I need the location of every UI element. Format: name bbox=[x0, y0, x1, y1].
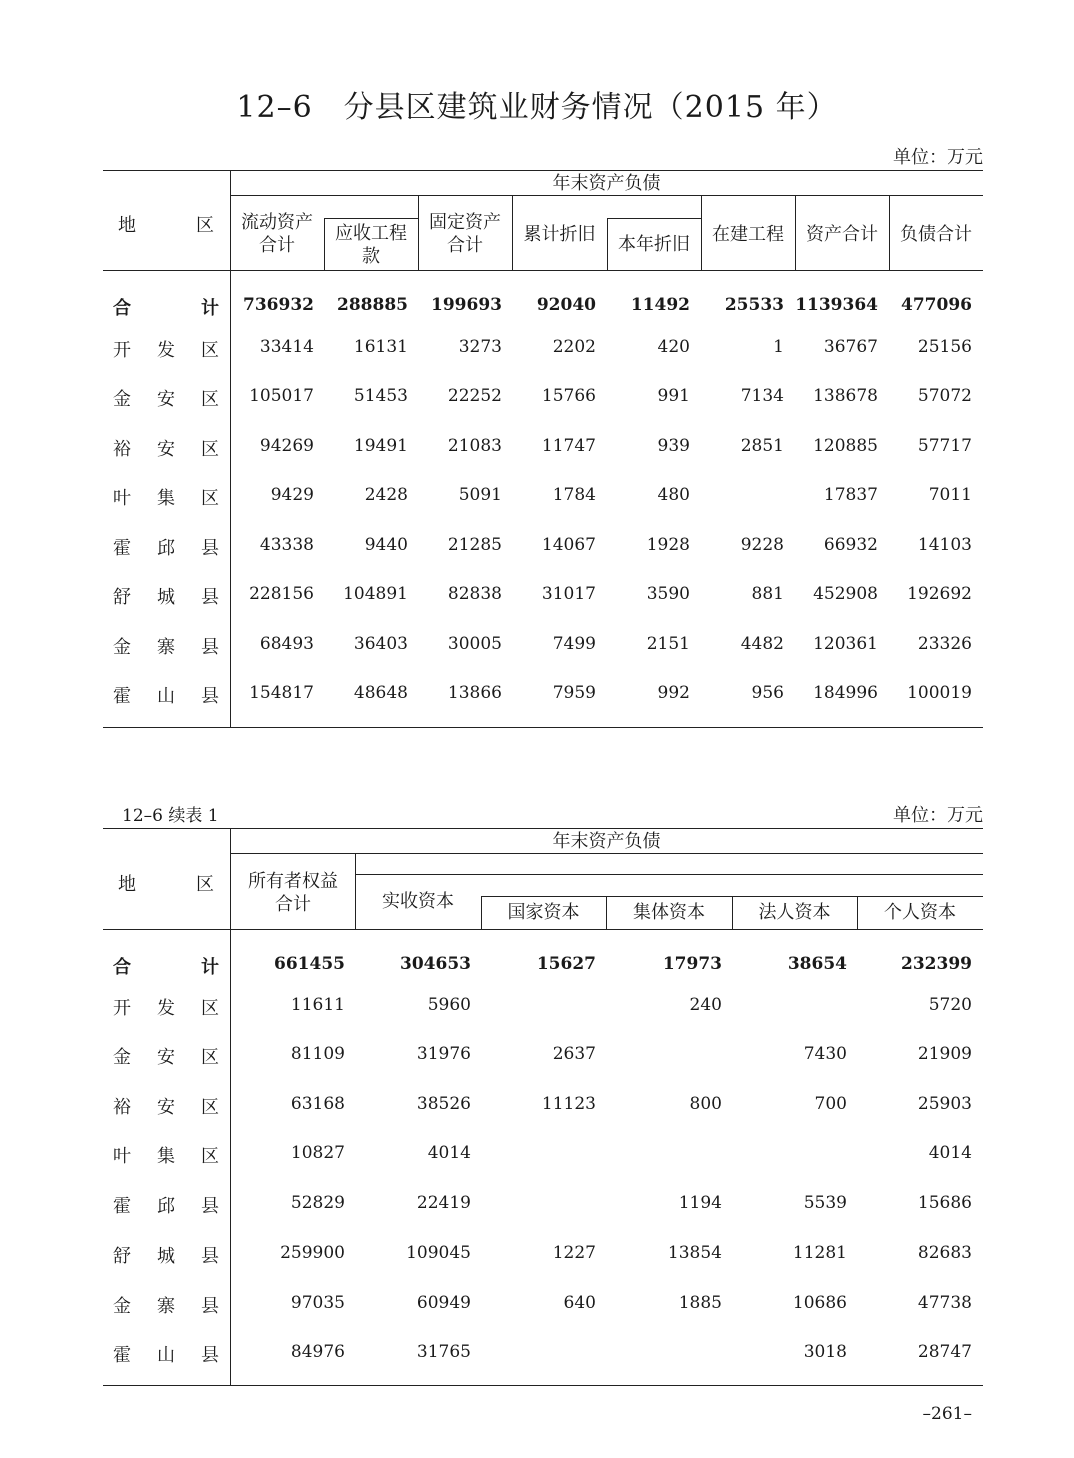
region-char: 发 bbox=[157, 340, 175, 361]
table-cell: 184996 bbox=[813, 683, 878, 703]
col-header-state-capital: 国家资本 bbox=[507, 902, 580, 923]
table-cell: 1885 bbox=[678, 1293, 722, 1313]
table-cell: 10827 bbox=[290, 1143, 345, 1163]
row-region bbox=[113, 1192, 219, 1218]
table-cell: 31017 bbox=[541, 584, 596, 604]
table-cell: 2637 bbox=[552, 1044, 596, 1064]
region-char: 合 bbox=[113, 957, 131, 978]
table-cell: 17973 bbox=[662, 954, 722, 974]
table-bottom-rule bbox=[103, 1385, 983, 1386]
table-cell: 22252 bbox=[447, 386, 502, 406]
region-char: 金 bbox=[113, 389, 131, 410]
page-title: 12–6 分县区建筑业财务情况（2015 年） bbox=[236, 90, 838, 125]
table-cell: 14103 bbox=[917, 535, 972, 555]
region-char: 霍 bbox=[113, 538, 131, 559]
sub-rule bbox=[607, 218, 701, 219]
col-header-legal-person-capital: 法人资本 bbox=[758, 902, 831, 923]
table-cell: 57072 bbox=[917, 386, 972, 406]
row-region bbox=[113, 1093, 219, 1119]
table-cell: 1 bbox=[773, 337, 784, 357]
region-char: 集 bbox=[157, 488, 175, 509]
unit-label: 单位：万元 bbox=[893, 147, 983, 168]
region-char: 裕 bbox=[113, 1097, 131, 1118]
col-header-receivables: 应收工程款 bbox=[335, 223, 407, 267]
region-char: 发 bbox=[157, 998, 175, 1019]
table-cell: 736932 bbox=[243, 295, 314, 315]
sub-rule bbox=[324, 218, 418, 219]
table-cell: 51453 bbox=[353, 386, 408, 406]
region-char: 集 bbox=[157, 1146, 175, 1167]
region-char: 县 bbox=[201, 637, 219, 658]
table-cell: 25903 bbox=[917, 1094, 972, 1114]
region-char: 山 bbox=[157, 686, 175, 707]
region-char: 区 bbox=[201, 1097, 219, 1118]
table-cell: 420 bbox=[657, 337, 690, 357]
table-cell: 11611 bbox=[290, 995, 345, 1015]
table-cell: 661455 bbox=[274, 954, 345, 974]
table-cell: 92040 bbox=[536, 295, 596, 315]
table-top-rule bbox=[103, 828, 983, 829]
table-cell: 9429 bbox=[270, 485, 314, 505]
table-cell: 228156 bbox=[249, 584, 314, 604]
table-cell: 991 bbox=[657, 386, 690, 406]
region-char: 邱 bbox=[157, 1196, 175, 1217]
table-cell: 15686 bbox=[917, 1193, 972, 1213]
table-cell: 97035 bbox=[290, 1293, 345, 1313]
table-cell: 7011 bbox=[928, 485, 972, 505]
table-cell: 992 bbox=[657, 683, 690, 703]
region-char: 金 bbox=[113, 637, 131, 658]
table-cell: 82838 bbox=[447, 584, 502, 604]
table-cell: 105017 bbox=[249, 386, 314, 406]
region-char: 县 bbox=[201, 538, 219, 559]
region-char: 叶 bbox=[113, 488, 131, 509]
table-cell: 3590 bbox=[646, 584, 690, 604]
region-char: 舒 bbox=[113, 1246, 131, 1267]
col-divider bbox=[324, 218, 325, 270]
table-cell: 33414 bbox=[259, 337, 314, 357]
table-cell: 2851 bbox=[740, 436, 784, 456]
table-cell: 82683 bbox=[917, 1243, 972, 1263]
table-cell: 28747 bbox=[917, 1342, 972, 1362]
table-cell: 13854 bbox=[667, 1243, 722, 1263]
region-char: 计 bbox=[201, 298, 219, 319]
table-cell: 5720 bbox=[928, 995, 972, 1015]
region-header-char: 区 bbox=[196, 874, 214, 895]
table-cell: 19491 bbox=[353, 436, 408, 456]
region-char: 县 bbox=[201, 1246, 219, 1267]
col-header-collective-capital: 集体资本 bbox=[633, 902, 705, 923]
table-cell: 94269 bbox=[259, 436, 314, 456]
col-header-total-liabilities: 负债合计 bbox=[900, 224, 972, 245]
region-char: 安 bbox=[157, 439, 175, 460]
table-cell: 100019 bbox=[907, 683, 972, 703]
table-cell: 22419 bbox=[416, 1193, 471, 1213]
table-cell: 36403 bbox=[353, 634, 408, 654]
region-char: 叶 bbox=[113, 1146, 131, 1167]
table-cell: 31976 bbox=[416, 1044, 471, 1064]
table-cell: 1194 bbox=[678, 1193, 722, 1213]
table-cell: 17837 bbox=[823, 485, 878, 505]
table-cell: 66932 bbox=[823, 535, 878, 555]
table-cell: 4014 bbox=[928, 1143, 972, 1163]
col-header-individual-capital: 个人资本 bbox=[884, 902, 956, 923]
table-cell: 31765 bbox=[416, 1342, 471, 1362]
table-cell: 4482 bbox=[740, 634, 784, 654]
table-cell: 11492 bbox=[630, 295, 690, 315]
region-char: 寨 bbox=[157, 637, 175, 658]
table-cell: 84976 bbox=[290, 1342, 345, 1362]
table-cell: 1139364 bbox=[795, 295, 878, 315]
header-rule bbox=[103, 270, 983, 271]
table-cell: 2202 bbox=[552, 337, 596, 357]
row-region bbox=[113, 1142, 219, 1168]
row-region bbox=[113, 1341, 219, 1367]
table-cell: 21285 bbox=[447, 535, 502, 555]
table-cell: 15766 bbox=[541, 386, 596, 406]
table-cell: 452908 bbox=[813, 584, 878, 604]
table-cell: 640 bbox=[563, 1293, 596, 1313]
table-top-rule bbox=[103, 170, 983, 171]
table-cell: 2151 bbox=[646, 634, 690, 654]
row-region bbox=[113, 1242, 219, 1268]
table-cell: 956 bbox=[751, 683, 784, 703]
table-cell: 259900 bbox=[280, 1243, 345, 1263]
table-cell: 60949 bbox=[416, 1293, 471, 1313]
table-cell: 36767 bbox=[823, 337, 878, 357]
table-cell: 13866 bbox=[447, 683, 502, 703]
table-cell: 57717 bbox=[917, 436, 972, 456]
table-bottom-rule bbox=[103, 727, 983, 728]
region-char: 计 bbox=[201, 957, 219, 978]
page-number: –261– bbox=[922, 1404, 972, 1424]
region-char: 区 bbox=[201, 389, 219, 410]
col-header-fixed-assets: 固定资产合计 bbox=[429, 212, 501, 256]
table-cell: 109045 bbox=[406, 1243, 471, 1263]
table-cell: 192692 bbox=[907, 584, 972, 604]
table-cell: 304653 bbox=[400, 954, 471, 974]
region-header-char: 区 bbox=[196, 215, 214, 236]
table-cell: 9440 bbox=[364, 535, 408, 555]
table-cell: 800 bbox=[689, 1094, 722, 1114]
header-group: 年末资产负债 bbox=[552, 173, 661, 194]
sub-rule bbox=[355, 874, 983, 875]
table-cell: 10686 bbox=[792, 1293, 847, 1313]
table-cell: 38654 bbox=[787, 954, 847, 974]
table-cell: 700 bbox=[814, 1094, 847, 1114]
table-cell: 1784 bbox=[552, 485, 596, 505]
table-cell: 14067 bbox=[541, 535, 596, 555]
region-char: 区 bbox=[201, 340, 219, 361]
table-cell: 63168 bbox=[290, 1094, 345, 1114]
col-header-owner-equity: 所有者权益合计 bbox=[248, 871, 338, 915]
table-cell: 3018 bbox=[803, 1342, 847, 1362]
region-char: 合 bbox=[113, 298, 131, 319]
region-char: 安 bbox=[157, 1097, 175, 1118]
table-cell: 7134 bbox=[740, 386, 784, 406]
table-cell: 120885 bbox=[813, 436, 878, 456]
table-cell: 25533 bbox=[724, 295, 784, 315]
table-cell: 23326 bbox=[917, 634, 972, 654]
col-header-total-assets: 资产合计 bbox=[806, 224, 878, 245]
region-char: 开 bbox=[113, 340, 131, 361]
table-cell: 3273 bbox=[458, 337, 502, 357]
table-cell: 81109 bbox=[290, 1044, 345, 1064]
region-char: 开 bbox=[113, 998, 131, 1019]
table-cell: 5960 bbox=[427, 995, 471, 1015]
table-cell: 5091 bbox=[458, 485, 502, 505]
region-char: 县 bbox=[201, 1196, 219, 1217]
table-cell: 11747 bbox=[541, 436, 596, 456]
table-cell: 120361 bbox=[813, 634, 878, 654]
row-region bbox=[113, 1043, 219, 1069]
group-rule bbox=[230, 853, 983, 854]
region-char: 霍 bbox=[113, 1345, 131, 1366]
continuation-label: 12–6 续表 1 bbox=[122, 806, 219, 826]
region-char: 区 bbox=[201, 998, 219, 1019]
table-cell: 30005 bbox=[447, 634, 502, 654]
group-rule bbox=[230, 195, 983, 196]
table-cell: 68493 bbox=[259, 634, 314, 654]
table-cell: 43338 bbox=[259, 535, 314, 555]
region-char: 区 bbox=[201, 1047, 219, 1068]
region-char: 山 bbox=[157, 1345, 175, 1366]
table-cell: 48648 bbox=[353, 683, 408, 703]
table-cell: 240 bbox=[689, 995, 722, 1015]
region-char: 县 bbox=[201, 686, 219, 707]
region-char: 区 bbox=[201, 488, 219, 509]
region-char: 安 bbox=[157, 389, 175, 410]
table-cell: 15627 bbox=[536, 954, 596, 974]
table-cell: 11281 bbox=[792, 1243, 847, 1263]
table-cell: 47738 bbox=[917, 1293, 972, 1313]
header-group: 年末资产负债 bbox=[552, 831, 661, 852]
region-char: 城 bbox=[157, 1246, 175, 1267]
table-cell: 52829 bbox=[290, 1193, 345, 1213]
row-region bbox=[113, 994, 219, 1020]
table-cell: 480 bbox=[657, 485, 690, 505]
table-cell: 7959 bbox=[552, 683, 596, 703]
col-header-construction: 在建工程 bbox=[712, 224, 784, 245]
col-divider bbox=[418, 195, 419, 270]
header-rule bbox=[103, 929, 983, 930]
table-cell: 2428 bbox=[364, 485, 408, 505]
col-header-year-depreciation: 本年折旧 bbox=[618, 234, 690, 255]
table-cell: 16131 bbox=[353, 337, 408, 357]
region-char: 县 bbox=[201, 587, 219, 608]
region-char: 霍 bbox=[113, 686, 131, 707]
table-cell: 1227 bbox=[552, 1243, 596, 1263]
region-char: 寨 bbox=[157, 1296, 175, 1317]
region-char: 金 bbox=[113, 1296, 131, 1317]
col-header-current-assets: 流动资产合计 bbox=[241, 212, 313, 256]
col-header-paid-in-capital: 实收资本 bbox=[382, 891, 454, 912]
region-char: 霍 bbox=[113, 1196, 131, 1217]
table-cell: 477096 bbox=[901, 295, 972, 315]
region-char: 舒 bbox=[113, 587, 131, 608]
region-char: 裕 bbox=[113, 439, 131, 460]
region-char: 区 bbox=[201, 1146, 219, 1167]
table-cell: 288885 bbox=[337, 295, 408, 315]
table-cell: 104891 bbox=[343, 584, 408, 604]
table-cell: 38526 bbox=[416, 1094, 471, 1114]
table-cell: 9228 bbox=[740, 535, 784, 555]
table-cell: 21909 bbox=[917, 1044, 972, 1064]
region-char: 邱 bbox=[157, 538, 175, 559]
region-char: 县 bbox=[201, 1296, 219, 1317]
unit-label-2: 单位：万元 bbox=[893, 805, 983, 826]
table-cell: 199693 bbox=[431, 295, 502, 315]
row-region bbox=[113, 1292, 219, 1318]
table-cell: 154817 bbox=[249, 683, 314, 703]
region-char: 金 bbox=[113, 1047, 131, 1068]
table-cell: 4014 bbox=[427, 1143, 471, 1163]
table-cell: 881 bbox=[751, 584, 784, 604]
table-cell: 7499 bbox=[552, 634, 596, 654]
table-cell: 21083 bbox=[447, 436, 502, 456]
region-header-char: 地 bbox=[118, 874, 136, 895]
table-cell: 7430 bbox=[803, 1044, 847, 1064]
table-cell: 232399 bbox=[901, 954, 972, 974]
col-header-accum-depreciation: 累计折旧 bbox=[523, 224, 596, 245]
region-header-char: 地 bbox=[118, 215, 136, 236]
table-cell: 138678 bbox=[813, 386, 878, 406]
table-cell: 1928 bbox=[646, 535, 690, 555]
table-cell: 5539 bbox=[803, 1193, 847, 1213]
region-char: 区 bbox=[201, 439, 219, 460]
table-cell: 25156 bbox=[917, 337, 972, 357]
region-char: 安 bbox=[157, 1047, 175, 1068]
row-region bbox=[113, 953, 219, 979]
region-char: 城 bbox=[157, 587, 175, 608]
table-cell: 11123 bbox=[541, 1094, 596, 1114]
region-char: 县 bbox=[201, 1345, 219, 1366]
table-cell: 939 bbox=[657, 436, 690, 456]
